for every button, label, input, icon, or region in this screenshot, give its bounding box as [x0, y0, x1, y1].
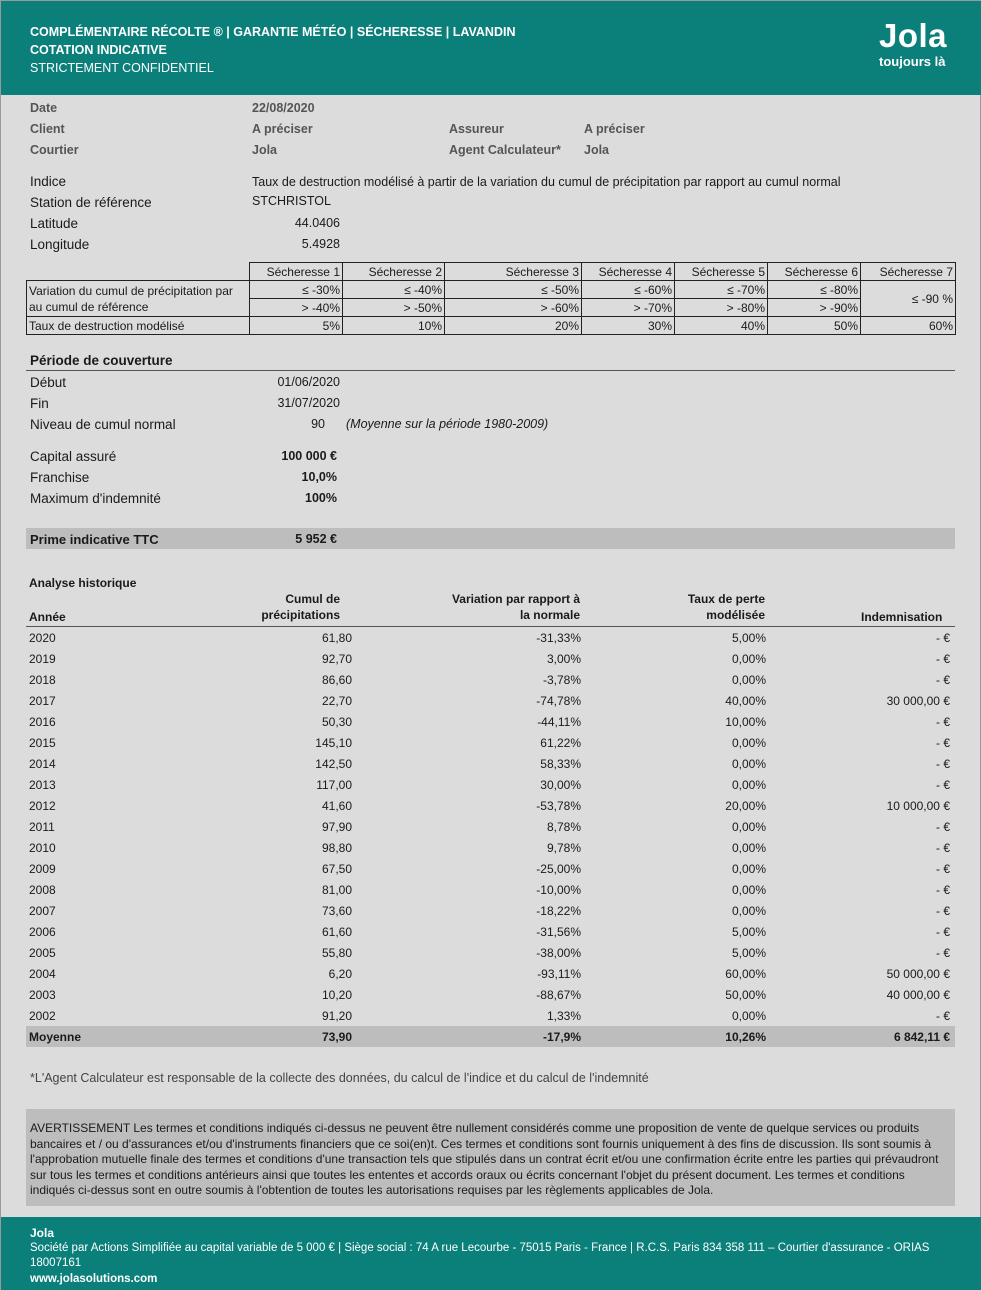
variation-cell: -18,22%	[536, 904, 581, 918]
indemnisation-cell: - €	[935, 883, 950, 897]
indemnisation-cell: - €	[935, 757, 950, 771]
longitude-value: 5.4928	[301, 237, 340, 251]
indemnisation-cell: - €	[935, 631, 950, 645]
history-row	[26, 921, 955, 942]
year-cell: 2012	[29, 799, 56, 813]
taux-cell: 60,00%	[725, 967, 766, 981]
indemnisation-cell: - €	[935, 925, 950, 939]
lower-bound-5: > -80%	[675, 299, 768, 317]
variation-cell: 61,22%	[540, 736, 581, 750]
disclaimer-text: AVERTISSEMENT Les termes et conditions indiqués ci-dessus ne peuvent être nullement considérés comme une proposition de vente de quelque services ou produits bancaires et / ou d'assurances et/ou d'instruments financiers que ce soi(en)t. Ces termes et conditions sont fournis uniquement à des fins de discussion. Ils sont soumis à l'approbation mutuelle finale des termes et conditions d'une transaction tels que stipulés dans un contrat écrit et/ou une confirmation écrite entre les parties qui prévaudront sur tous les termes et conditions antérieurs ainsi que toutes les ententes et accords oraux ou écrits concernant l'objet du présent document. Les termes et conditions indiqués ci-dessus sont en outre soumis à l'obtention de toutes les autorisations requises par les règlements applicables de Jola.	[30, 1121, 939, 1198]
year-cell: 2020	[29, 631, 56, 645]
agent-label: Agent Calculateur*	[449, 143, 561, 157]
fin-label: Fin	[30, 396, 49, 411]
history-section-title: Analyse historique	[29, 576, 137, 590]
document-header	[1, 1, 981, 95]
history-row	[26, 732, 955, 753]
variation-label: Variation du cumul de précipitation par au cumul de référence	[27, 281, 250, 317]
history-row	[26, 879, 955, 900]
year-cell: 2019	[29, 652, 56, 666]
history-row	[26, 837, 955, 858]
cumul-cell: 81,00	[321, 883, 352, 897]
col-annee: Année	[29, 610, 66, 624]
cumul-cell: 10,20	[321, 988, 352, 1002]
upper-bound-6: ≤ -80%	[768, 281, 861, 299]
prime-value: 5 952 €	[295, 532, 337, 546]
indemnisation-cell: - €	[935, 862, 950, 876]
variation-cell: -3,78%	[542, 673, 581, 687]
cumul-cell: 73,60	[321, 904, 352, 918]
col-indemnisation: Indemnisation	[861, 610, 943, 624]
average-taux: 10,26%	[725, 1030, 766, 1044]
courtier-label: Courtier	[30, 143, 79, 157]
indemnisation-cell: - €	[935, 946, 950, 960]
header-confidential: STRICTEMENT CONFIDENTIEL	[30, 61, 214, 75]
date-label: Date	[30, 101, 58, 115]
variation-cell: -88,67%	[536, 988, 581, 1002]
header-title: COMPLÉMENTAIRE RÉCOLTE ® | GARANTIE MÉTÉO | SÉCHERESSE | LAVANDIN	[30, 25, 516, 39]
year-cell: 2014	[29, 757, 56, 771]
col-cumul-line2: précipitations	[261, 608, 340, 622]
history-row	[26, 942, 955, 963]
destruction-rate-2: 10%	[343, 317, 445, 335]
history-row	[26, 627, 955, 648]
indemnisation-cell: 10 000,00 €	[886, 799, 950, 813]
year-cell: 2010	[29, 841, 56, 855]
footnote: *L'Agent Calculateur est responsable de la collecte des données, du calcul de l'indice et du calcul de l'indemnité	[30, 1071, 649, 1085]
variation-cell: -44,11%	[537, 715, 581, 729]
variation-cell: 30,00%	[540, 778, 581, 792]
year-cell: 2017	[29, 694, 56, 708]
cumul-cell: 22,70	[321, 694, 352, 708]
taux-cell: 0,00%	[731, 673, 766, 687]
variation-cell: 3,00%	[546, 652, 581, 666]
variation-cell: -31,33%	[536, 631, 581, 645]
history-row	[26, 711, 955, 732]
destruction-rate-1: 5%	[250, 317, 343, 335]
scenario-header-4: Sécheresse 4	[582, 263, 675, 281]
variation-cell: -74,78%	[536, 694, 581, 708]
indice-label: Indice	[30, 174, 67, 189]
scenario-header-3: Sécheresse 3	[445, 263, 582, 281]
year-cell: 2015	[29, 736, 56, 750]
upper-bound-3: ≤ -50%	[445, 281, 582, 299]
cumul-cell: 91,20	[321, 1009, 352, 1023]
franchise-value: 10,0%	[301, 470, 337, 484]
taux-cell: 10,00%	[725, 715, 766, 729]
client-label: Client	[30, 122, 65, 136]
indemnisation-cell: - €	[935, 715, 950, 729]
cumul-cell: 97,90	[321, 820, 352, 834]
indemnisation-cell: 30 000,00 €	[886, 694, 950, 708]
assureur-value: A préciser	[584, 122, 645, 136]
taux-cell: 0,00%	[731, 778, 766, 792]
destruction-rate-6: 50%	[768, 317, 861, 335]
longitude-label: Longitude	[30, 237, 90, 252]
taux-cell: 0,00%	[731, 1009, 766, 1023]
latitude-value: 44.0406	[294, 216, 340, 230]
history-row	[26, 816, 955, 837]
cumul-cell: 61,80	[321, 631, 352, 645]
history-row	[26, 795, 955, 816]
indemnisation-cell: - €	[935, 673, 950, 687]
year-cell: 2009	[29, 862, 56, 876]
cumul-cell: 145,10	[315, 736, 352, 750]
destruction-rate-3: 20%	[445, 317, 582, 335]
history-row	[26, 1005, 955, 1026]
cumul-cell: 61,60	[321, 925, 352, 939]
history-row	[26, 753, 955, 774]
destruction-label: Taux de destruction modélisé	[27, 317, 250, 335]
average-variation: -17,9%	[542, 1030, 581, 1044]
niveau-label: Niveau de cumul normal	[30, 417, 176, 432]
lower-bound-1: > -40%	[250, 299, 343, 317]
year-cell: 2005	[29, 946, 56, 960]
history-row	[26, 648, 955, 669]
upper-bound-5: ≤ -70%	[675, 281, 768, 299]
cumul-cell: 50,30	[321, 715, 352, 729]
history-row	[26, 963, 955, 984]
courtier-value: Jola	[252, 143, 278, 157]
footer-company: Jola	[30, 1226, 55, 1240]
upper-bound-1: ≤ -30%	[250, 281, 343, 299]
footer-orias: 18007161	[30, 1257, 82, 1269]
coverage-section-title: Période de couverture	[30, 353, 173, 368]
client-value: A préciser	[252, 122, 313, 136]
agent-value: Jola	[584, 143, 610, 157]
col-variation-line2: la normale	[519, 608, 580, 622]
year-cell: 2016	[29, 715, 56, 729]
history-row	[26, 669, 955, 690]
year-cell: 2003	[29, 988, 56, 1002]
indice-value: Taux de destruction modélisé à partir de la variation du cumul de précipitation par rapport au cumul normal	[252, 175, 841, 189]
document-footer	[1, 1217, 981, 1290]
cumul-cell: 41,60	[321, 799, 352, 813]
cumul-cell: 142,50	[315, 757, 352, 771]
station-label: Station de référence	[30, 195, 152, 210]
cumul-cell: 55,80	[321, 946, 352, 960]
col-variation-line1: Variation par rapport à	[451, 592, 580, 606]
lower-bound-6: > -90%	[768, 299, 861, 317]
maximum-label: Maximum d'indemnité	[30, 491, 161, 506]
destruction-rate-7: 60%	[861, 317, 956, 335]
lower-bound-4: > -70%	[582, 299, 675, 317]
variation-cell: -25,00%	[536, 862, 581, 876]
col-taux-line2: modélisée	[706, 608, 765, 622]
variation-cell: -38,00%	[536, 946, 581, 960]
scenario-header-2: Sécheresse 2	[343, 263, 445, 281]
assureur-label: Assureur	[449, 122, 504, 136]
year-cell: 2013	[29, 778, 56, 792]
year-cell: 2007	[29, 904, 56, 918]
capital-label: Capital assuré	[30, 449, 117, 464]
indemnisation-cell: - €	[935, 736, 950, 750]
history-row	[26, 774, 955, 795]
disclaimer-box	[26, 1109, 955, 1206]
taux-cell: 0,00%	[731, 820, 766, 834]
scenario-header-7: Sécheresse 7	[861, 263, 956, 281]
prime-label: Prime indicative TTC	[30, 532, 159, 547]
year-cell: 2004	[29, 967, 56, 981]
scenario-header-1: Sécheresse 1	[250, 263, 343, 281]
taux-cell: 50,00%	[725, 988, 766, 1002]
col-cumul-line1: Cumul de	[285, 592, 340, 606]
indemnisation-cell: - €	[935, 841, 950, 855]
year-cell: 2006	[29, 925, 56, 939]
cumul-cell: 86,60	[321, 673, 352, 687]
average-label: Moyenne	[29, 1030, 82, 1044]
cumul-cell: 6,20	[328, 967, 352, 981]
history-row	[26, 900, 955, 921]
indemnisation-cell: - €	[935, 652, 950, 666]
coverage-divider	[26, 370, 955, 371]
fin-value: 31/07/2020	[277, 396, 340, 410]
col-taux-line1: Taux de perte	[687, 592, 765, 606]
variation-cell: 9,78%	[546, 841, 581, 855]
lower-bound-2: > -50%	[343, 299, 445, 317]
variation-cell: -93,11%	[537, 967, 581, 981]
indemnisation-cell: - €	[935, 1009, 950, 1023]
cumul-cell: 67,50	[321, 862, 352, 876]
debut-value: 01/06/2020	[277, 375, 340, 389]
variation-cell: -31,56%	[536, 925, 581, 939]
prime-band	[26, 528, 955, 549]
year-cell: 2008	[29, 883, 56, 897]
maximum-value: 100%	[305, 491, 337, 505]
taux-cell: 0,00%	[731, 736, 766, 750]
history-row	[26, 690, 955, 711]
average-indemnisation: 6 842,11 €	[893, 1030, 950, 1044]
taux-cell: 0,00%	[731, 904, 766, 918]
taux-cell: 5,00%	[731, 946, 766, 960]
variation-cell: -53,78%	[536, 799, 581, 813]
upper-bound-7: ≤ -90 %	[861, 281, 956, 317]
variation-cell: 1,33%	[546, 1009, 581, 1023]
variation-cell: 58,33%	[540, 757, 581, 771]
history-average-row	[26, 1026, 955, 1047]
latitude-label: Latitude	[30, 216, 79, 231]
scenario-header-6: Sécheresse 6	[768, 263, 861, 281]
station-value: STCHRISTOL	[252, 194, 331, 208]
capital-value: 100 000 €	[281, 449, 337, 463]
year-cell: 2011	[29, 820, 55, 834]
footer-details: Société par Actions Simplifiée au capital variable de 5 000 € | Siège social : 74 A rue Lecourbe - 75015 Paris - France | R.C.S. Paris 834 358 111 – Courtier d'assurance - ORIAS	[30, 1242, 930, 1254]
logo-name: Jola	[879, 17, 948, 54]
taux-cell: 40,00%	[725, 694, 766, 708]
header-subtitle: COTATION INDICATIVE	[30, 43, 167, 57]
year-cell: 2018	[29, 673, 56, 687]
drought-scenario-table	[26, 262, 956, 335]
destruction-rate-5: 40%	[675, 317, 768, 335]
logo-tagline: toujours là	[879, 54, 946, 69]
variation-cell: 8,78%	[546, 820, 581, 834]
taux-cell: 0,00%	[731, 652, 766, 666]
indemnisation-cell: 40 000,00 €	[886, 988, 950, 1002]
taux-cell: 0,00%	[731, 757, 766, 771]
taux-cell: 5,00%	[731, 925, 766, 939]
taux-cell: 0,00%	[731, 841, 766, 855]
indemnisation-cell: - €	[935, 778, 950, 792]
jola-logo	[879, 19, 947, 69]
upper-bound-4: ≤ -60%	[582, 281, 675, 299]
niveau-value: 90	[311, 417, 325, 431]
indemnisation-cell: 50 000,00 €	[886, 967, 950, 981]
footer-website[interactable]: www.jolasolutions.com	[30, 1273, 158, 1285]
debut-label: Début	[30, 375, 67, 390]
history-row	[26, 984, 955, 1005]
cumul-cell: 117,00	[316, 778, 352, 792]
year-cell: 2002	[29, 1009, 56, 1023]
cumul-cell: 92,70	[321, 652, 352, 666]
lower-bound-3: > -60%	[445, 299, 582, 317]
upper-bound-2: ≤ -40%	[343, 281, 445, 299]
indemnisation-cell: - €	[935, 820, 950, 834]
taux-cell: 20,00%	[725, 799, 766, 813]
cumul-cell: 98,80	[321, 841, 352, 855]
niveau-note: (Moyenne sur la période 1980-2009)	[346, 417, 549, 431]
franchise-label: Franchise	[30, 470, 90, 485]
taux-cell: 5,00%	[731, 631, 766, 645]
date-value: 22/08/2020	[252, 101, 315, 115]
average-cumul: 73,90	[321, 1030, 352, 1044]
taux-cell: 0,00%	[731, 883, 766, 897]
taux-cell: 0,00%	[731, 862, 766, 876]
destruction-rate-4: 30%	[582, 317, 675, 335]
indemnisation-cell: - €	[935, 904, 950, 918]
history-row	[26, 858, 955, 879]
variation-cell: -10,00%	[536, 883, 581, 897]
scenario-header-5: Sécheresse 5	[675, 263, 768, 281]
